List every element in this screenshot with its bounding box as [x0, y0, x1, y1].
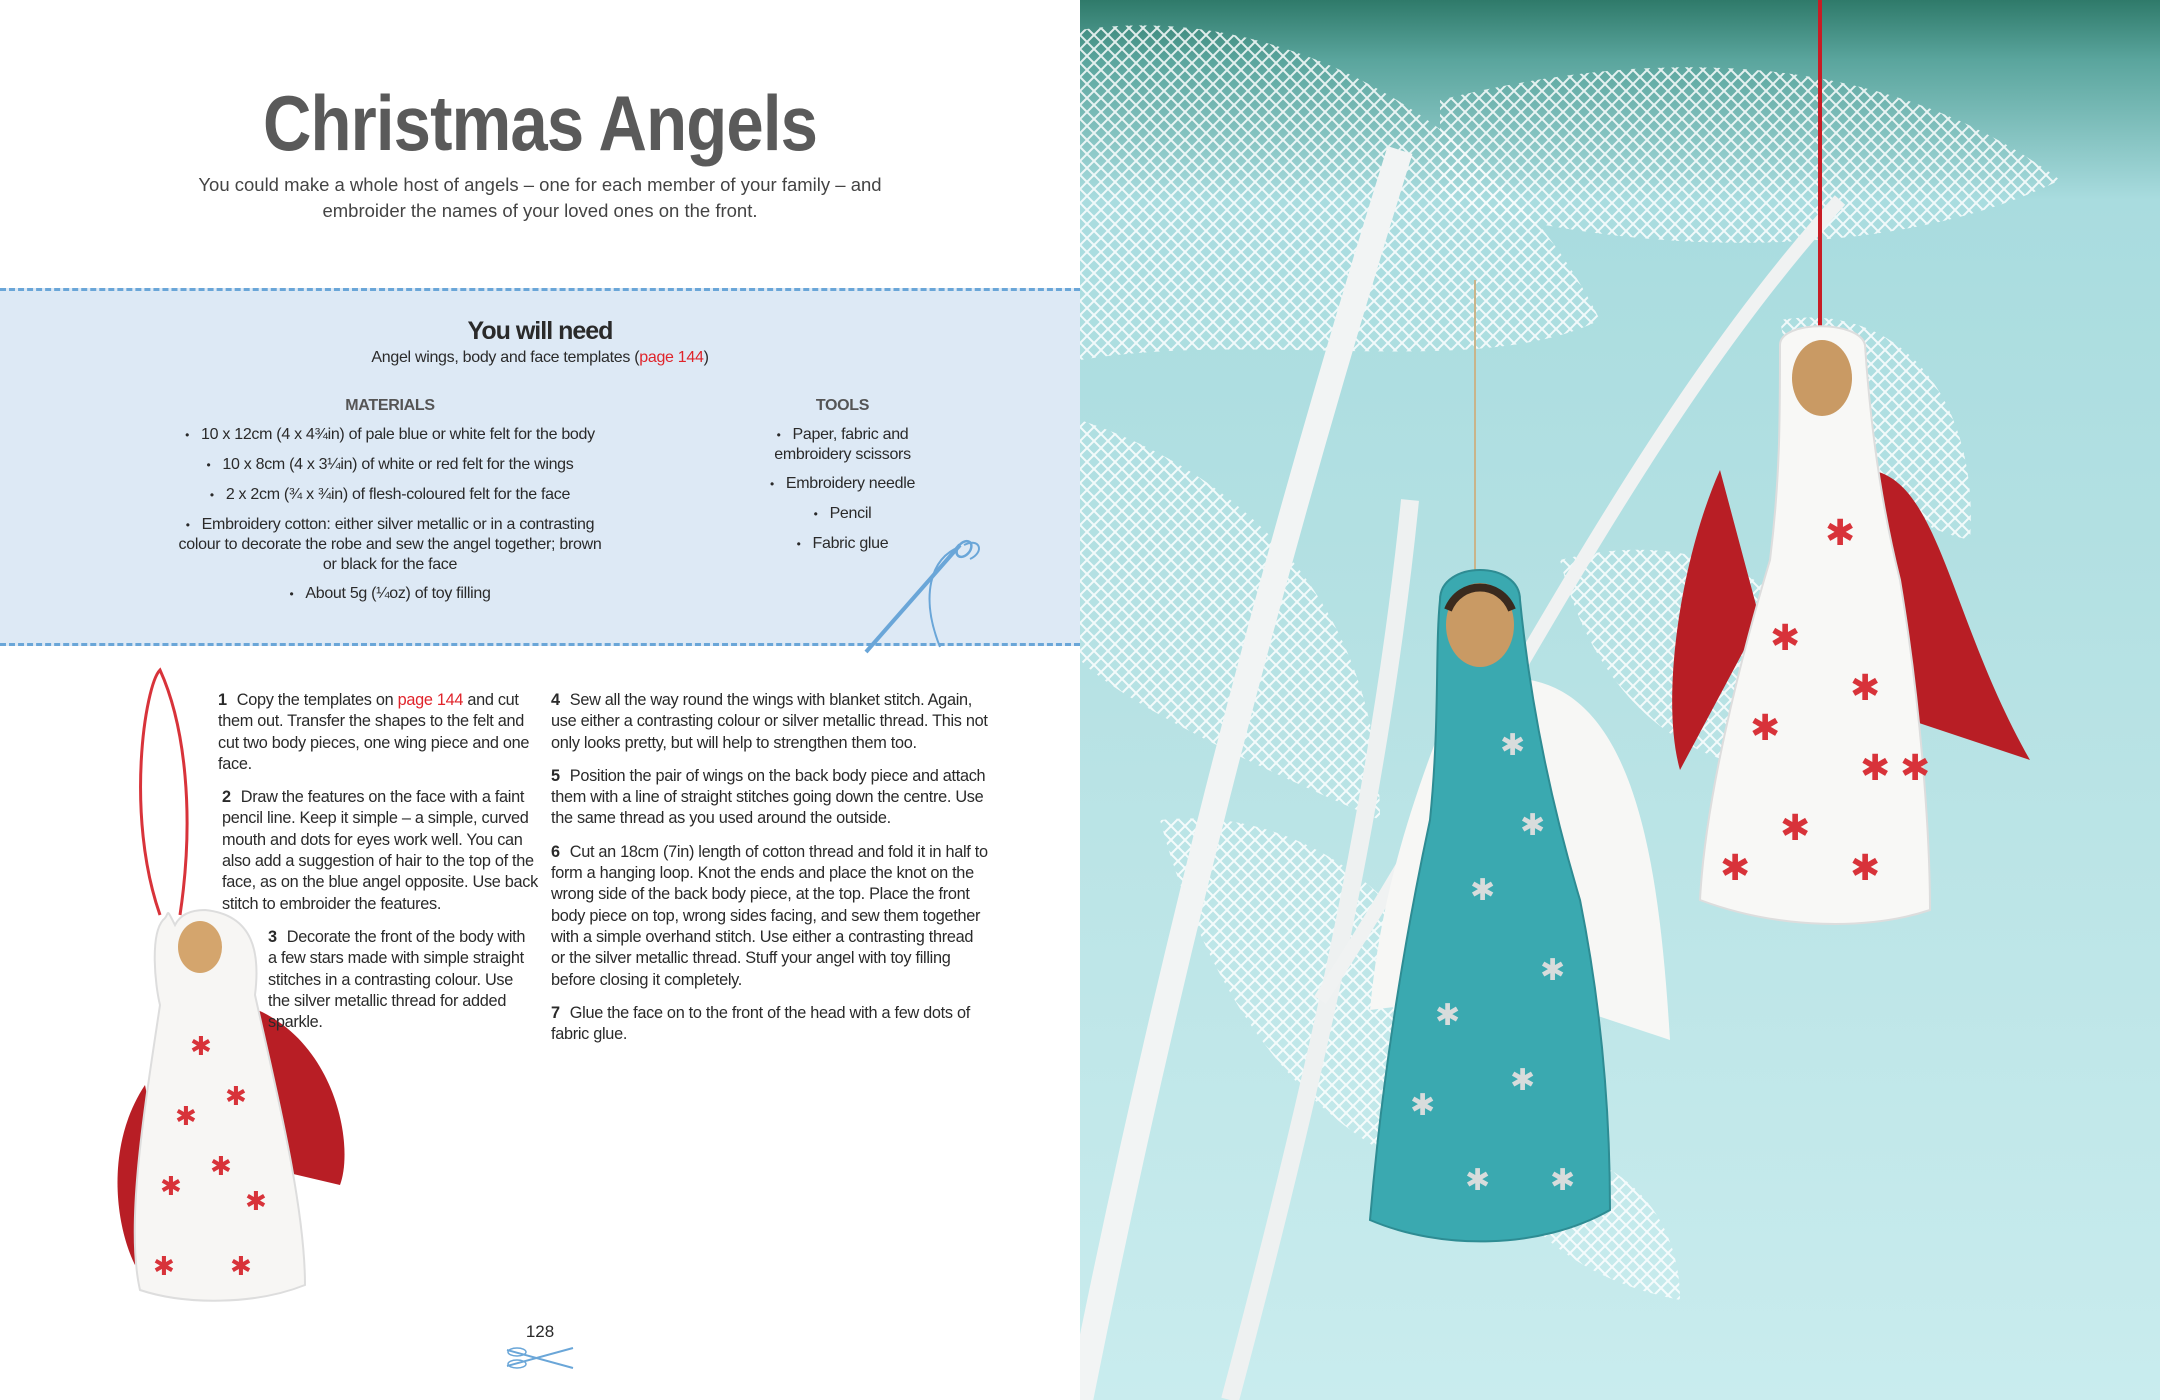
intro-text: You could make a whole host of angels – one for each member of your family – and embroider the names of your loved ones on the front.	[198, 174, 882, 221]
svg-text:✱: ✱	[160, 1172, 182, 1202]
page-link[interactable]: page 144	[639, 349, 704, 366]
svg-text:✱: ✱	[1750, 708, 1781, 749]
svg-text:✱: ✱	[1825, 513, 1856, 554]
step-text: Copy the templates on	[236, 691, 398, 709]
templates-line	[0, 349, 1080, 367]
step-1	[218, 690, 538, 775]
step-4	[551, 690, 991, 754]
tools-heading: TOOLS	[815, 397, 870, 414]
svg-text:✱: ✱	[245, 1187, 267, 1217]
step-number: 4	[551, 691, 560, 709]
tool-item: • Pencil	[735, 504, 950, 525]
step-5	[551, 766, 991, 830]
material-item: • 10 x 8cm (4 x 3¼in) of white or red felt for the wings	[150, 455, 630, 476]
tool-item: • Fabric glue	[735, 534, 950, 555]
step-text: Decorate the front of the body with a few stars made with simple straight stitches in a contrasting colour. Use the silver metallic thread for added sparkle.	[268, 927, 526, 1032]
step-text: Draw the features on the face with a faint pencil line. Keep it simple – a simple, curved mouth and dots for eyes work well. You can also add a suggestion of hair to the top of the face, as on the blue angel opposite. Use back stitch to embroider the features.	[222, 788, 538, 913]
svg-text:✱: ✱	[175, 1102, 197, 1132]
step-number: 7	[551, 1003, 560, 1022]
step-3	[218, 927, 538, 1033]
material-item: • 10 x 12cm (4 x 4¾in) of pale blue or white felt for the body	[150, 425, 630, 446]
svg-text:✱: ✱	[1720, 848, 1751, 889]
svg-text:✱: ✱	[190, 1032, 212, 1062]
svg-text:✱: ✱	[1860, 748, 1891, 789]
step-number: 3	[268, 927, 277, 946]
tool-item: • Embroidery needle	[735, 474, 950, 495]
page-link[interactable]: page 144	[397, 691, 464, 709]
step-number: 6	[551, 842, 560, 861]
svg-text:✱: ✱	[1900, 748, 1931, 789]
step-text: Cut an 18cm (7in) length of cotton thread and fold it in half to form a hanging loop. Knot the ends and place the knot on the wrong side of the back body piece, at the top. Place the front body piece on top, wrong sides facing, and sew them together with a simple overhand stitch. Use either a contrasting thread or the silver metallic thread. Stuff your angel with toy filling before closing it completely.	[551, 842, 988, 989]
svg-text:✱: ✱	[1550, 1163, 1576, 1198]
svg-text:✱: ✱	[1780, 808, 1811, 849]
steps-column-1	[218, 690, 538, 1045]
step-6	[551, 842, 991, 991]
needle-icon	[860, 537, 990, 657]
materials-heading: MATERIALS	[345, 397, 435, 414]
you-will-need-box	[0, 288, 1080, 646]
svg-text:✱: ✱	[225, 1082, 247, 1112]
tools-list	[735, 397, 950, 555]
step-text: and cut them out. Transfer the shapes to the felt and cut two body pieces, one wing piece and one face.	[218, 691, 530, 773]
material-item: • About 5g (¼oz) of toy filling	[150, 584, 630, 605]
svg-text:✱: ✱	[1770, 618, 1801, 659]
step-text: Glue the face on to the front of the head with a few dots of fabric glue.	[551, 1003, 970, 1044]
svg-text:✱: ✱	[1540, 953, 1566, 988]
templates-text: Angel wings, body and face templates (	[371, 349, 640, 366]
templates-close: )	[703, 349, 709, 366]
steps-column-2	[551, 690, 991, 1057]
svg-text:✱: ✱	[1410, 1088, 1436, 1123]
material-item: • Embroidery cotton: either silver metallic or in a contrasting colour to decorate the robe and sew the angel together; brown or black for the face	[150, 515, 630, 575]
angels-photo	[1080, 0, 2160, 1400]
svg-text:✱: ✱	[1510, 1063, 1536, 1098]
you-will-need-heading: You will need	[467, 317, 613, 345]
svg-text:✱: ✱	[210, 1152, 232, 1182]
svg-text:✱: ✱	[230, 1252, 252, 1282]
step-number: 1	[218, 691, 227, 709]
page-number: 128	[525, 1322, 555, 1341]
step-number: 2	[222, 788, 231, 807]
hanging-angels-illustration	[1080, 0, 2160, 1400]
svg-text:✱: ✱	[1500, 728, 1526, 763]
svg-text:✱: ✱	[1850, 668, 1881, 709]
page-title: Christmas Angels	[262, 79, 818, 167]
svg-text:✱: ✱	[1435, 998, 1461, 1033]
svg-text:✱: ✱	[1465, 1163, 1491, 1198]
step-number: 5	[551, 766, 560, 785]
step-text: Position the pair of wings on the back body piece and attach them with a line of straight stitches going down the centre. Use the same thread as you used around the outside.	[551, 766, 986, 828]
materials-list	[150, 397, 630, 604]
step-7	[551, 1003, 991, 1046]
svg-text:✱: ✱	[1850, 848, 1881, 889]
svg-text:✱: ✱	[153, 1252, 175, 1282]
step-text: Sew all the way round the wings with blanket stitch. Again, use either a contrasting colour or silver metallic thread. This not only looks pretty, but will help to strengthen them too.	[551, 691, 988, 752]
svg-text:✱: ✱	[1520, 808, 1546, 843]
svg-text:✱: ✱	[1470, 873, 1496, 908]
step-2	[218, 787, 538, 915]
tool-item: • Paper, fabric and embroidery scissors	[735, 425, 950, 465]
scissors-icon	[505, 1342, 575, 1372]
material-item: • 2 x 2cm (¾ x ¾in) of flesh-coloured felt for the face	[150, 485, 630, 506]
